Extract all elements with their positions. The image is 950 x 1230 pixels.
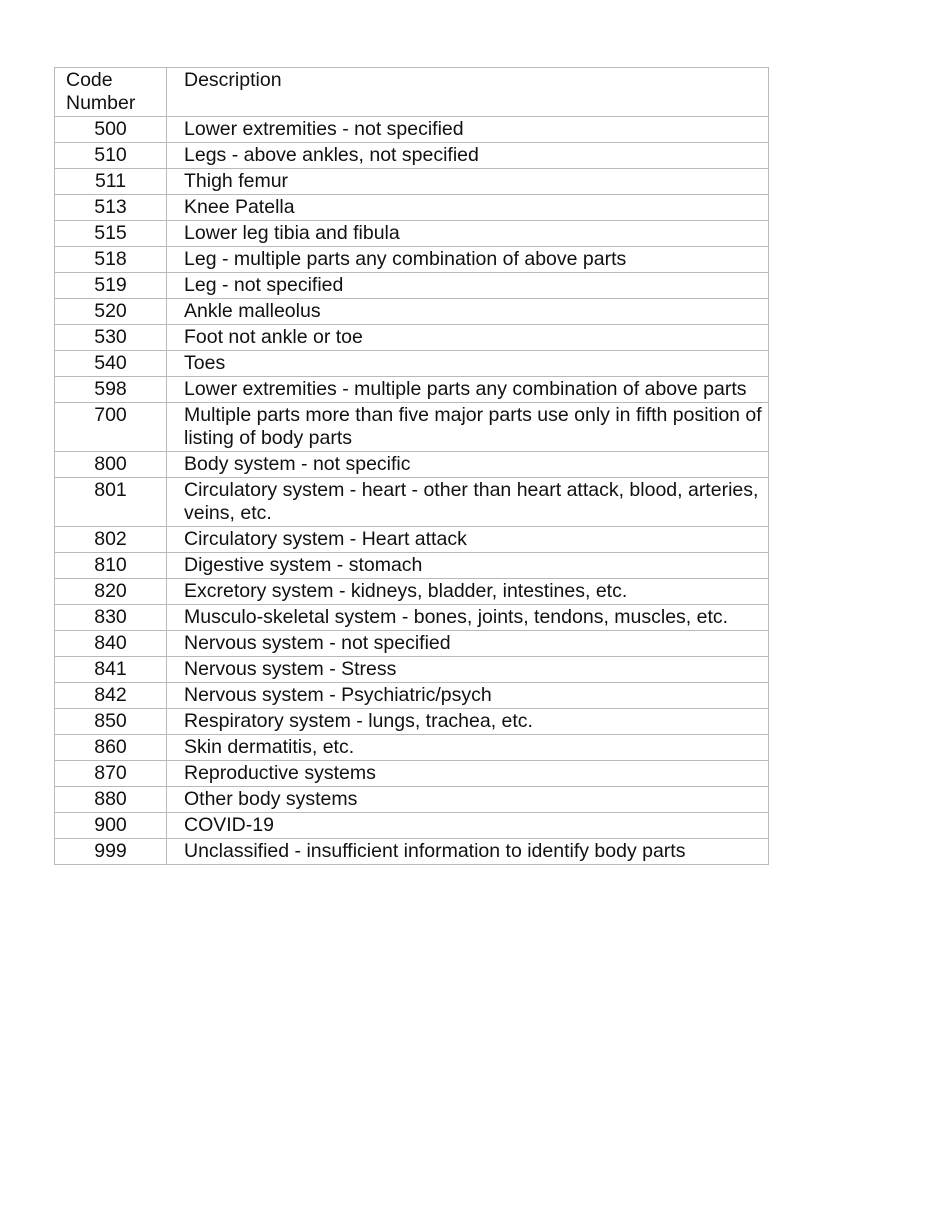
table-row bbox=[55, 117, 769, 143]
table-row bbox=[55, 478, 769, 527]
description-cell: Lower extremities - not specified bbox=[167, 117, 769, 143]
description-cell: Skin dermatitis, etc. bbox=[167, 735, 769, 761]
description-cell: Lower extremities - multiple parts any combination of above parts bbox=[167, 377, 769, 403]
description-cell: Foot not ankle or toe bbox=[167, 325, 769, 351]
table-row bbox=[55, 325, 769, 351]
code-number-cell: 518 bbox=[55, 247, 167, 273]
table-row bbox=[55, 813, 769, 839]
table-row bbox=[55, 247, 769, 273]
description-cell: Nervous system - not specified bbox=[167, 631, 769, 657]
description-cell: Musculo-skeletal system - bones, joints, tendons, muscles, etc. bbox=[167, 605, 769, 631]
table-row bbox=[55, 553, 769, 579]
code-number-cell: 700 bbox=[55, 403, 167, 452]
code-number-cell: 800 bbox=[55, 452, 167, 478]
description-cell: Ankle malleolus bbox=[167, 299, 769, 325]
table-row bbox=[55, 452, 769, 478]
description-cell: Toes bbox=[167, 351, 769, 377]
description-cell: Legs - above ankles, not specified bbox=[167, 143, 769, 169]
table-row bbox=[55, 683, 769, 709]
table-row bbox=[55, 839, 769, 865]
description-cell: Thigh femur bbox=[167, 169, 769, 195]
code-number-cell: 820 bbox=[55, 579, 167, 605]
table-row bbox=[55, 169, 769, 195]
description-cell: Digestive system - stomach bbox=[167, 553, 769, 579]
code-number-cell: 511 bbox=[55, 169, 167, 195]
description-cell: Circulatory system - Heart attack bbox=[167, 527, 769, 553]
description-cell: Leg - not specified bbox=[167, 273, 769, 299]
code-number-cell: 880 bbox=[55, 787, 167, 813]
code-number-header: Code Number bbox=[55, 68, 167, 117]
description-cell: Lower leg tibia and fibula bbox=[167, 221, 769, 247]
code-number-cell: 830 bbox=[55, 605, 167, 631]
description-cell: Circulatory system - heart - other than heart attack, blood, arteries, veins, etc. bbox=[167, 478, 769, 527]
code-number-cell: 519 bbox=[55, 273, 167, 299]
code-number-cell: 801 bbox=[55, 478, 167, 527]
description-header: Description bbox=[167, 68, 769, 117]
code-number-cell: 513 bbox=[55, 195, 167, 221]
code-number-cell: 802 bbox=[55, 527, 167, 553]
description-cell: Excretory system - kidneys, bladder, intestines, etc. bbox=[167, 579, 769, 605]
description-cell: Multiple parts more than five major parts use only in fifth position of listing of body parts bbox=[167, 403, 769, 452]
table-row bbox=[55, 299, 769, 325]
code-number-cell: 840 bbox=[55, 631, 167, 657]
code-number-cell: 515 bbox=[55, 221, 167, 247]
table-row bbox=[55, 221, 769, 247]
code-number-cell: 900 bbox=[55, 813, 167, 839]
table-body bbox=[55, 117, 769, 865]
table-row bbox=[55, 273, 769, 299]
description-cell: Nervous system - Psychiatric/psych bbox=[167, 683, 769, 709]
description-cell: Other body systems bbox=[167, 787, 769, 813]
description-cell: Reproductive systems bbox=[167, 761, 769, 787]
code-number-cell: 999 bbox=[55, 839, 167, 865]
description-cell: Leg - multiple parts any combination of above parts bbox=[167, 247, 769, 273]
body-part-code-table bbox=[54, 67, 769, 865]
code-number-cell: 842 bbox=[55, 683, 167, 709]
table-row bbox=[55, 735, 769, 761]
code-number-cell: 870 bbox=[55, 761, 167, 787]
table-row bbox=[55, 709, 769, 735]
table-row bbox=[55, 195, 769, 221]
code-number-cell: 520 bbox=[55, 299, 167, 325]
code-number-cell: 500 bbox=[55, 117, 167, 143]
code-number-cell: 841 bbox=[55, 657, 167, 683]
description-cell: COVID-19 bbox=[167, 813, 769, 839]
description-cell: Body system - not specific bbox=[167, 452, 769, 478]
table-row bbox=[55, 143, 769, 169]
table-header-row bbox=[55, 68, 769, 117]
code-number-cell: 810 bbox=[55, 553, 167, 579]
table-row bbox=[55, 657, 769, 683]
table-row bbox=[55, 579, 769, 605]
table-row bbox=[55, 377, 769, 403]
code-number-cell: 530 bbox=[55, 325, 167, 351]
table-row bbox=[55, 403, 769, 452]
description-cell: Respiratory system - lungs, trachea, etc. bbox=[167, 709, 769, 735]
description-cell: Knee Patella bbox=[167, 195, 769, 221]
code-number-cell: 598 bbox=[55, 377, 167, 403]
description-cell: Unclassified - insufficient information to identify body parts bbox=[167, 839, 769, 865]
table-row bbox=[55, 527, 769, 553]
table-row bbox=[55, 631, 769, 657]
description-cell: Nervous system - Stress bbox=[167, 657, 769, 683]
code-number-cell: 850 bbox=[55, 709, 167, 735]
table-row bbox=[55, 761, 769, 787]
table-row bbox=[55, 351, 769, 377]
table-row bbox=[55, 787, 769, 813]
code-number-cell: 860 bbox=[55, 735, 167, 761]
code-number-cell: 540 bbox=[55, 351, 167, 377]
code-number-cell: 510 bbox=[55, 143, 167, 169]
table-row bbox=[55, 605, 769, 631]
